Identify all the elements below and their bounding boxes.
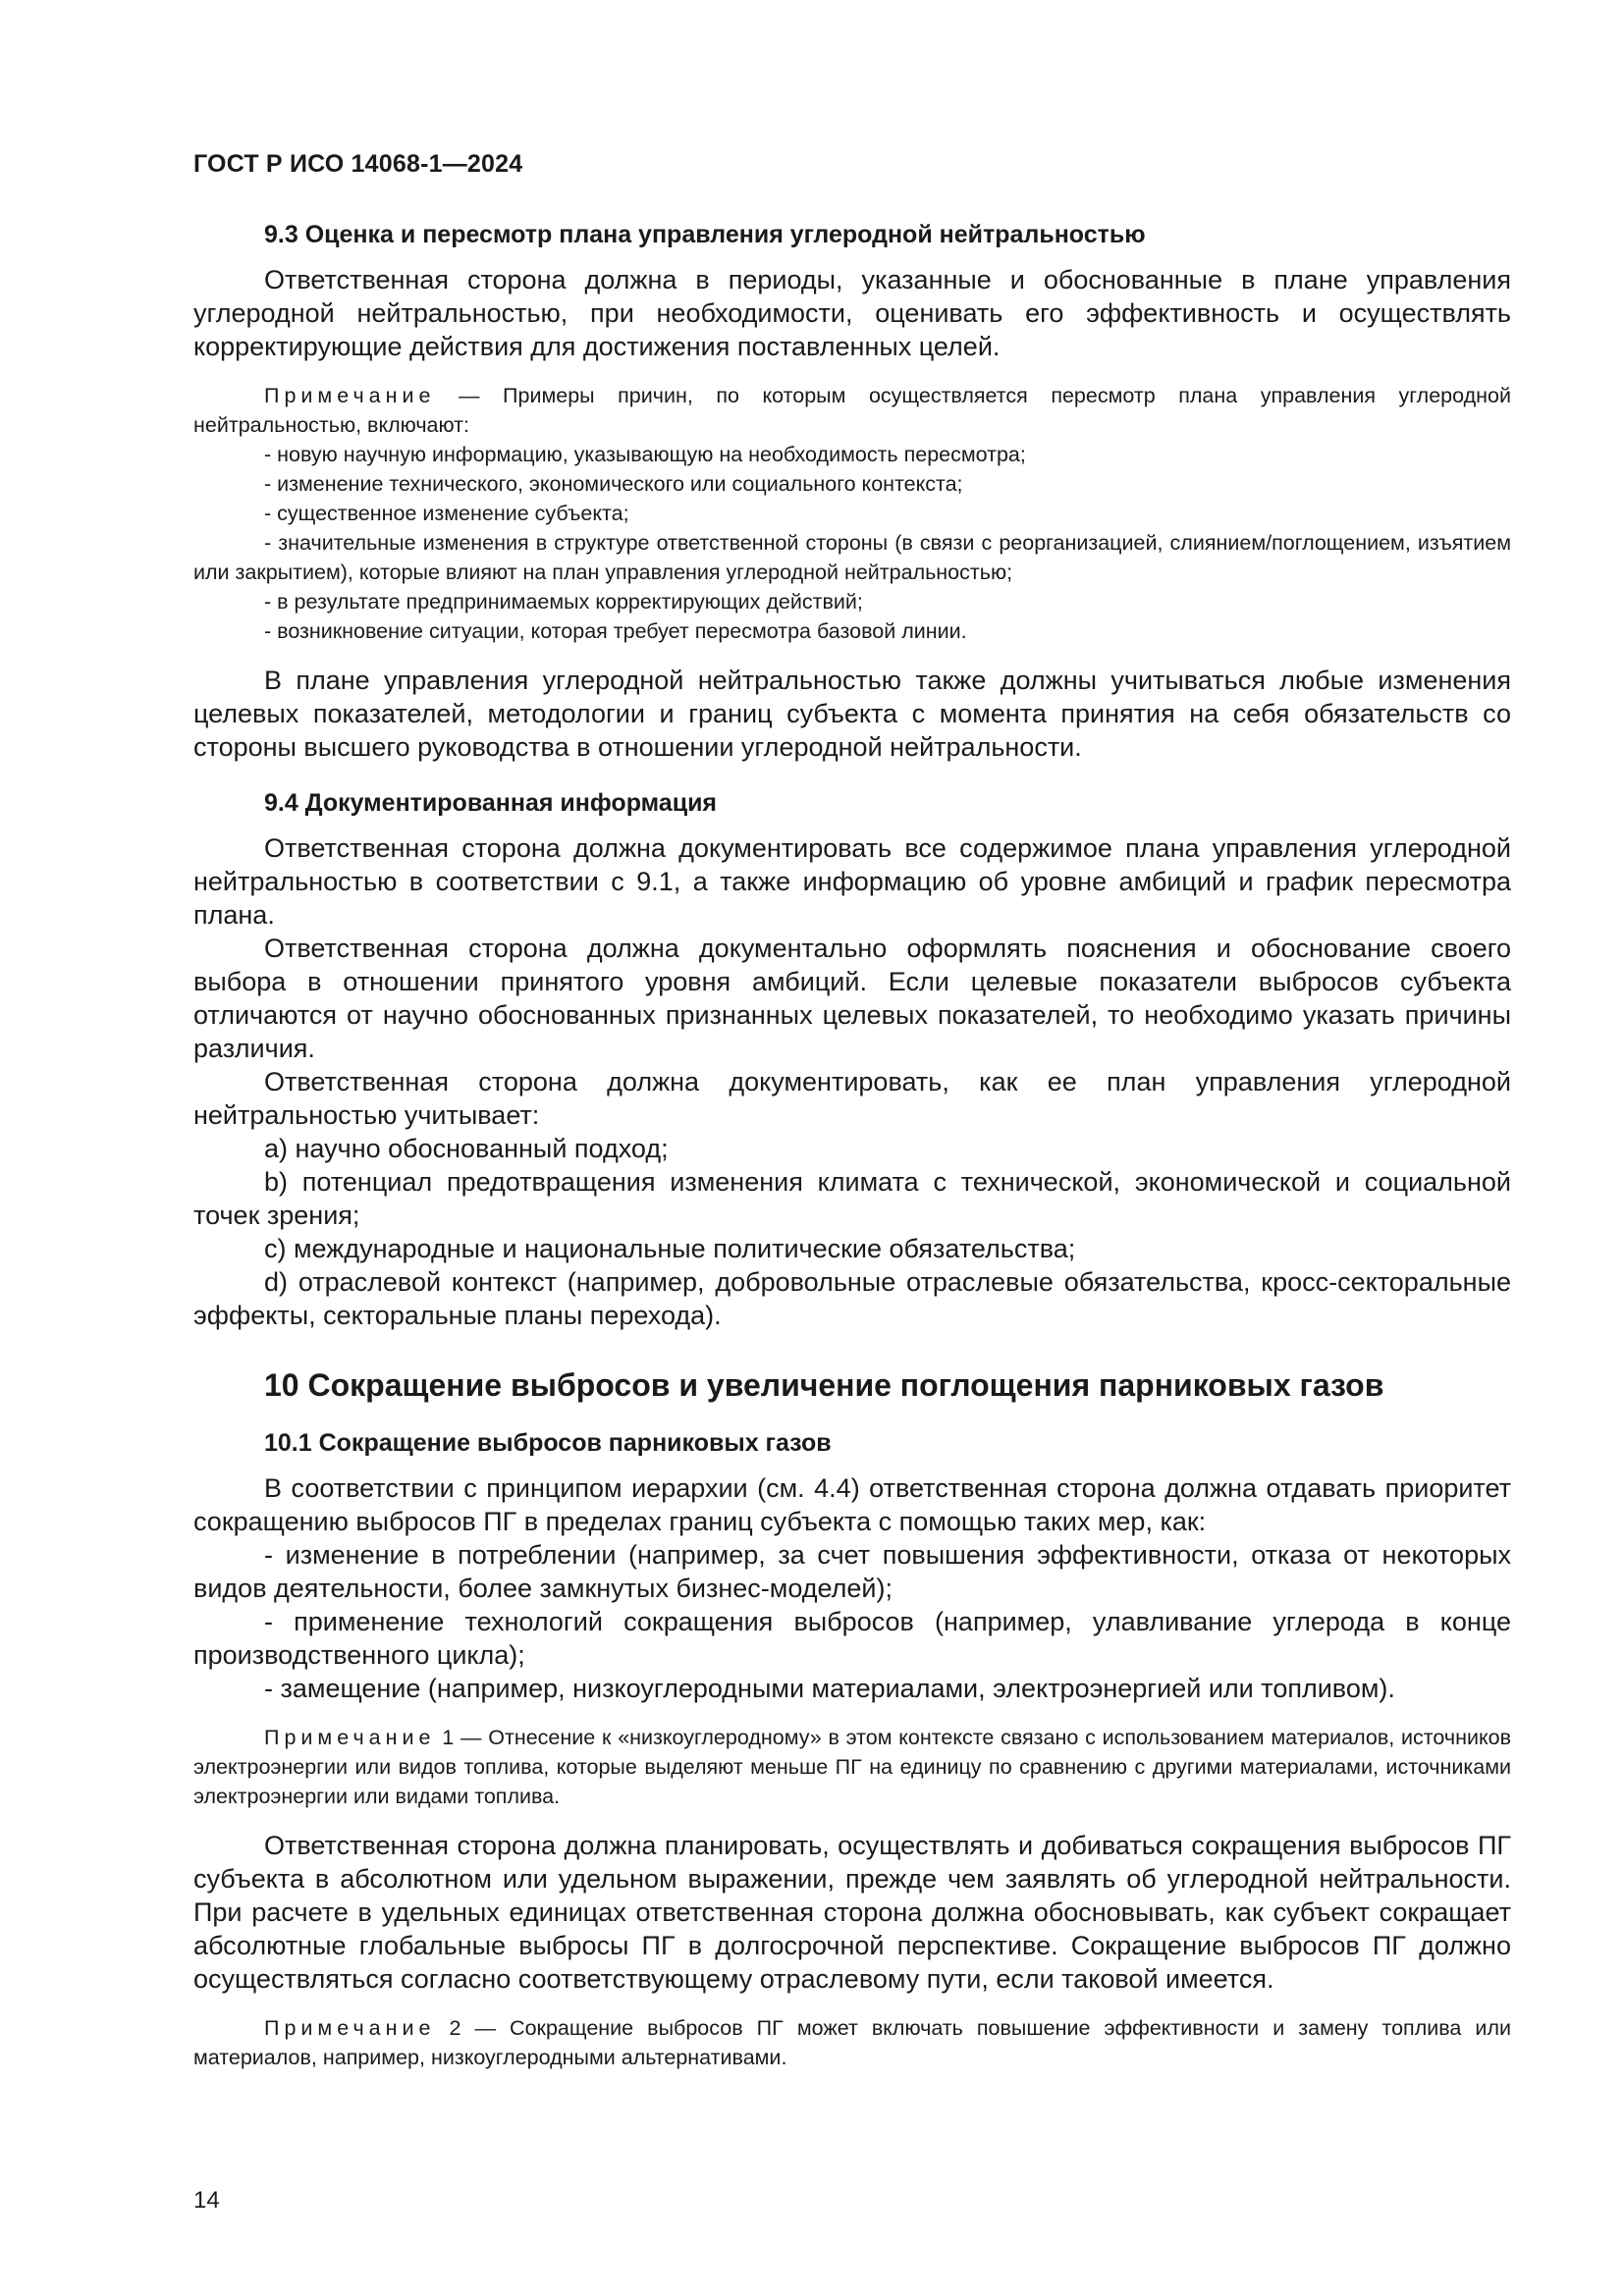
note-text: 2 — Сокращение выбросов ПГ может включать повышение эффективности и замену топлива или материалов, например, низкоуглеродными альтернативами. bbox=[193, 2016, 1511, 2069]
note-label: Примечание bbox=[264, 384, 436, 407]
section-10-1-paragraph-2: Ответственная сторона должна планировать, осуществлять и добиваться сокращения выбросов ПГ субъекта в абсолютном или удельном выражении, прежде чем заявлять об углеродной нейтральности. При расчете в удельных единицах ответственная сторона должна обосновывать, как субъект сокращает абсолютные глобальные выбросы ПГ в долгосрочной перспективе. Сокращение выбросов ПГ должно осуществляться согласно соответствующему отраслевому пути, если таковой имеется. bbox=[193, 1831, 1511, 1994]
section-10-1-list-item: - замещение (например, низкоуглеродными материалами, электроэнергией или топливом). bbox=[264, 1674, 1395, 1703]
section-9-3-heading: 9.3 Оценка и пересмотр плана управления углеродной нейтральностью bbox=[264, 221, 1146, 248]
section-10-1-heading: 10.1 Сокращение выбросов парниковых газов bbox=[264, 1429, 832, 1457]
section-9-4-paragraph-3: Ответственная сторона должна документировать, как ее план управления углеродной нейтральностью учитывает: bbox=[193, 1067, 1511, 1130]
note-list-item: - значительные изменения в структуре ответственной стороны (в связи с реорганизацией, слиянием/поглощением, изъятием или закрытием), которые влияют на план управления углеродной нейтральностью; bbox=[193, 531, 1511, 584]
section-10-1-list-item: - применение технологий сокращения выбросов (например, улавливание углерода в конце производственного цикла); bbox=[193, 1607, 1511, 1670]
note-list-item: - в результате предпринимаемых корректирующих действий; bbox=[264, 590, 863, 614]
note-label: Примечание bbox=[264, 1726, 436, 1749]
section-10-heading: 10 Сокращение выбросов и увеличение поглощения парниковых газов bbox=[264, 1367, 1384, 1403]
note-list-item: - возникновение ситуации, которая требует пересмотра базовой линии. bbox=[264, 619, 967, 643]
note-text: — Примеры причин, по которым осуществляется пересмотр плана управления углеродной нейтральностью, включают: bbox=[193, 384, 1511, 437]
section-9-3-paragraph-2: В плане управления углеродной нейтральностью также должны учитываться любые изменения целевых показателей, методологии и границ субъекта с момента принятия на себя обязательств со стороны высшего руководства в отношении углеродной нейтральности. bbox=[193, 666, 1511, 762]
page-content bbox=[193, 221, 1511, 2072]
section-10-1-paragraph-1: В соответствии с принципом иерархии (см. 4.4) ответственная сторона должна отдавать приоритет сокращению выбросов ПГ в пределах границ субъекта с помощью таких мер, как: bbox=[193, 1473, 1511, 1536]
section-9-4-list-item: d) отраслевой контекст (например, добровольные отраслевые обязательства, кросс-секторальные эффекты, секторальные планы перехода). bbox=[193, 1267, 1511, 1330]
page-number: 14 bbox=[193, 2187, 220, 2214]
section-9-3-paragraph-1: Ответственная сторона должна в периоды, указанные и обоснованные в плане управления углеродной нейтральностью, при необходимости, оценивать его эффективность и осуществлять корректирующие действия для достижения поставленных целей. bbox=[193, 265, 1511, 361]
note-list-item: - новую научную информацию, указывающую на необходимость пересмотра; bbox=[264, 443, 1026, 466]
section-9-4-list-item: a) научно обоснованный подход; bbox=[264, 1134, 669, 1163]
note-text: 1 — Отнесение к «низкоуглеродному» в этом контексте связано с использованием материалов, источников электроэнергии или видов топлива, которые выделяют меньше ПГ на единицу по сравнению с другими материалами, источниками электроэнергии или видами топлива. bbox=[193, 1726, 1511, 1808]
section-9-4-paragraph-2: Ответственная сторона должна документально оформлять пояснения и обоснование своего выбора в отношении принятого уровня амбиций. Если целевые показатели выбросов субъекта отличаются от научно обоснованных признанных целевых показателей, то необходимо указать причины различия. bbox=[193, 934, 1511, 1063]
note-label: Примечание bbox=[264, 2016, 436, 2040]
note-list-item: - существенное изменение субъекта; bbox=[264, 502, 629, 525]
section-10-1-note-1 bbox=[193, 1723, 1511, 1811]
section-10-1-list-item: - изменение в потреблении (например, за счет повышения эффективности, отказа от некоторых видов деятельности, более замкнутых бизнес-моделей); bbox=[193, 1540, 1511, 1603]
section-9-4-list-item: c) международные и национальные политические обязательства; bbox=[264, 1234, 1076, 1263]
document-header: ГОСТ Р ИСО 14068-1—2024 bbox=[193, 150, 523, 178]
section-10-1-note-2 bbox=[193, 2013, 1511, 2072]
section-9-4-list-item: b) потенциал предотвращения изменения климата с технической, экономической и социальной точек зрения; bbox=[193, 1167, 1511, 1230]
section-9-3-note bbox=[193, 381, 1511, 440]
section-9-4-paragraph-1: Ответственная сторона должна документировать все содержимое плана управления углеродной нейтральностью в соответствии с 9.1, а также информацию об уровне амбиций и график пересмотра плана. bbox=[193, 833, 1511, 930]
section-9-4-heading: 9.4 Документированная информация bbox=[264, 789, 718, 817]
note-list-item: - изменение технического, экономического или социального контекста; bbox=[264, 472, 963, 496]
